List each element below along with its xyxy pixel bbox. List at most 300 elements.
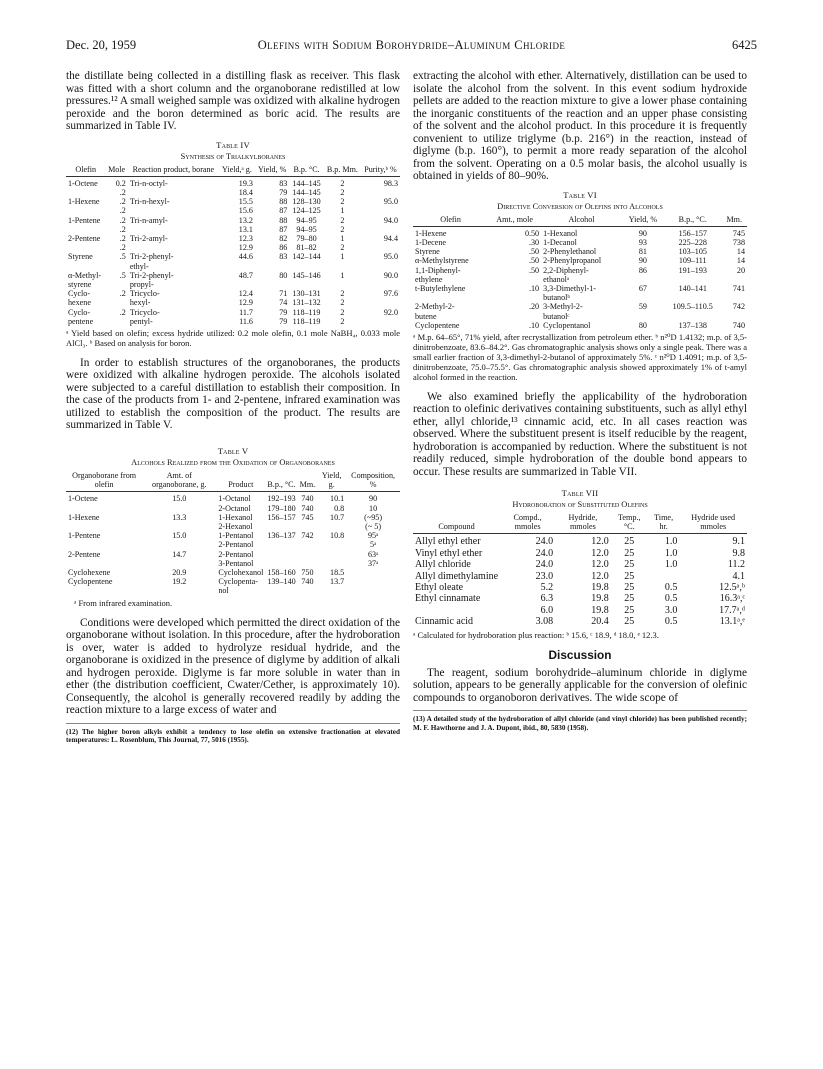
table-cell: 2-Pentanol	[218, 540, 254, 550]
table-cell: 37ᵃ	[367, 558, 379, 568]
table-cell: .50	[528, 247, 540, 257]
table-cell	[298, 586, 318, 595]
table-cell: 48.7	[238, 270, 253, 280]
table-cell: 1-Pentene	[68, 215, 101, 225]
table-cell: 19.3	[238, 178, 253, 188]
table-cell: 74	[279, 298, 288, 308]
table-cell: 87	[279, 206, 288, 216]
table-cell	[105, 280, 127, 289]
table-cell	[346, 586, 400, 595]
table-cell: 139–140	[267, 577, 296, 587]
table-cell	[413, 605, 500, 616]
table-cell: 1-Hexene	[415, 228, 447, 238]
table-row	[413, 266, 747, 275]
table-cell	[361, 206, 400, 215]
table-cell: 137–138	[678, 320, 707, 330]
table-row	[413, 312, 747, 321]
table-cell: Allyl ethyl ether	[415, 536, 481, 548]
table-cell	[265, 586, 297, 595]
table-cell: 1	[340, 206, 345, 216]
table-cell	[361, 317, 400, 326]
table-cell: Ethyl cinnamate	[415, 593, 481, 605]
table-cell: 90.0	[383, 270, 398, 280]
table-row	[66, 197, 400, 206]
table-cell: 1-Hexanol	[218, 512, 253, 522]
table-cell	[128, 225, 219, 234]
column-header: Composition, %	[346, 471, 400, 492]
table-row	[66, 280, 400, 289]
table-footnote: ᵃ M.p. 64–65°, 71% yield, after recrystallization from petroleum ether. ᵇ n²⁰D 1.4132; m.p. of 3,5-dinitrobenzoate, 83.6–84.2°. Gas chromatographic analysis shows only a single peak. There was a small earlier fraction of 3,3-dimethyl-2-butanol of approximately 5%. ᶜ n²⁰D 1.4091; m.p. of 3,5-dinitrobenzoate, 75.0–75.5°. Gas chromatographic analysis showed approximately 1% of t-amyl alcohol formed in the reaction.	[413, 331, 747, 382]
table-cell: 13.7	[330, 577, 345, 587]
table-cell: 2	[340, 307, 345, 317]
table-row	[413, 559, 747, 570]
table-cell: .50	[528, 265, 540, 275]
table-cell	[361, 188, 400, 197]
table-cell: 11.2	[727, 559, 745, 571]
table-row	[66, 522, 400, 531]
table-row	[66, 243, 400, 252]
table-cell: 2-Pentene	[68, 549, 101, 559]
table-cell: 3-Pentanol	[218, 558, 254, 568]
table-cell: 118–119	[292, 307, 321, 317]
table-cell: 13.1	[238, 224, 253, 234]
table-cell: 18.4	[238, 187, 253, 197]
table-caption: Table VI	[563, 189, 597, 200]
table-cell	[219, 262, 255, 271]
table-cell: 11.7	[239, 307, 253, 317]
table-row	[66, 289, 400, 298]
table-cell: 0.5	[664, 593, 678, 605]
table-cell	[488, 312, 541, 321]
table-cell	[361, 298, 400, 307]
column-header: Mm.	[298, 471, 318, 492]
table-cell: Tri-n-hexyl-	[129, 197, 170, 207]
table-cell: 25	[624, 604, 635, 616]
table-row	[413, 302, 747, 311]
footnote: (12) The higher boron alkyls exhibit a tendency to lose olefin on extensive fractionation at elevated temperatures: L. Rosenblum, This Journal, 77, 5016 (1955).	[66, 723, 400, 745]
left-column	[66, 70, 400, 745]
table-caption: Table V	[217, 445, 249, 456]
table-cell: 95ᵃ	[367, 531, 379, 541]
table-cell: 1	[340, 233, 345, 243]
table-cell	[324, 262, 361, 271]
column-header: Amt. of organoborane, g.	[142, 471, 216, 492]
table-cell: 1.0	[664, 547, 678, 559]
table-cell	[66, 262, 105, 271]
table-cell	[317, 522, 346, 531]
column-header: Olefin	[413, 215, 488, 227]
table-cell: 12.3	[238, 233, 253, 243]
column-header: Purity,ᵇ %	[361, 165, 400, 177]
table-title: Hydroboration of Substituted Olefins	[512, 500, 648, 510]
table-footnote: ᵃ Yield based on olefin; excess hydride utilized: 0.2 mole olefin, 0.1 mole NaBH₄, 0.033 mole AlCl₃. ᵇ Based on analysis for boron.	[66, 327, 400, 348]
table-cell: 25	[624, 559, 635, 571]
table-cell: Cinnamic acid	[415, 616, 474, 628]
table-cell: 25	[624, 547, 635, 559]
table-row	[413, 616, 747, 627]
table-cell: Tri-2-amyl-	[129, 233, 168, 243]
table-cell: 2,2-Diphenyl-	[543, 265, 589, 275]
table-cell: propyl-	[129, 279, 154, 289]
table-cell: Cyclohexanol	[218, 567, 264, 577]
table-cell: 745	[732, 228, 745, 238]
table-cell	[265, 550, 297, 559]
table-cell: 4.1	[732, 570, 745, 582]
column-header: Mm.	[722, 215, 747, 227]
column-header: B.p. °C.	[289, 165, 323, 177]
right-column	[413, 70, 747, 732]
table-cell: 740	[301, 503, 314, 513]
table-cell: 12.0	[591, 547, 609, 559]
table-cell	[664, 312, 722, 321]
table-cell: 10.8	[330, 531, 345, 541]
table-cell: 82	[279, 233, 288, 243]
table-cell: 10	[369, 503, 378, 513]
table-cell: 130–131	[292, 289, 321, 299]
table-cell: 25	[624, 570, 635, 582]
table-cell: 23.0	[535, 570, 554, 582]
table-cell: 2-Pentene	[68, 233, 101, 243]
table-cell: 16.3ᵃ,ᶜ	[719, 593, 745, 605]
table-cell: ethylene	[415, 274, 443, 284]
table-cell: 740	[301, 494, 314, 504]
table-cell	[219, 280, 255, 289]
table-row	[66, 225, 400, 234]
table-cell: 1	[340, 252, 345, 262]
table-cell: 2	[340, 289, 345, 299]
table-cell: 80	[279, 270, 288, 280]
table-cell: .50	[528, 256, 540, 266]
table-row	[66, 308, 400, 317]
table-cell: 25	[624, 616, 635, 628]
table-cell: 81	[638, 247, 647, 257]
column-header: Alcohol	[541, 215, 622, 227]
table-iv	[66, 165, 400, 326]
table-cell	[317, 550, 346, 559]
table-cell: 3.0	[664, 604, 678, 616]
table-cell: 1.0	[664, 536, 678, 548]
table-title: Alcohols Realized from the Oxidation of Organoboranes	[131, 457, 335, 467]
table-cell: 79	[279, 307, 288, 317]
table-cell	[622, 312, 664, 321]
table-cell: .10	[528, 320, 540, 330]
table-cell	[265, 522, 297, 531]
table-cell: 131–132	[292, 298, 321, 308]
table-cell	[142, 586, 216, 595]
table-cell: 15.5	[238, 197, 253, 207]
table-cell: 13.2	[238, 215, 253, 225]
table-cell: Tri-2-phenyl-	[129, 252, 174, 262]
table-cell: 2-Phenylethanol	[543, 247, 597, 257]
table-cell: Cyclopenta-	[218, 577, 258, 587]
table-cell: 6.3	[540, 593, 554, 605]
table-cell: 0.5	[664, 582, 678, 594]
table-cell	[298, 522, 318, 531]
table-cell	[289, 262, 323, 271]
table-cell	[105, 262, 127, 271]
table-cell: 2	[340, 316, 345, 326]
table-cell: 83	[279, 178, 288, 188]
table-cell	[664, 293, 722, 302]
table-cell: 1-Decene	[415, 237, 447, 247]
table-row	[66, 513, 400, 522]
table-row	[66, 234, 400, 243]
table-title: Directive Conversion of Olefins into Alcohols	[497, 201, 663, 211]
table-cell: 13.1ᵃ,ᵉ	[719, 616, 745, 628]
table-cell: hexene	[68, 298, 91, 308]
table-cell: 12.0	[591, 536, 609, 548]
table-cell: 1-Pentanol	[218, 531, 254, 541]
table-row	[66, 492, 400, 504]
column-header: Hydride, mmoles	[555, 513, 611, 534]
table-cell: styrene	[68, 279, 92, 289]
table-cell	[265, 559, 297, 568]
table-cell: 124–125	[292, 206, 321, 216]
table-cell: 0.5	[664, 616, 678, 628]
table-cell: 12.0	[591, 570, 609, 582]
table-cell: Styrene	[415, 247, 440, 257]
table-cell: 156–157	[267, 512, 296, 522]
table-cell: 10.1	[330, 494, 345, 504]
table-cell: 156–157	[678, 228, 707, 238]
table-cell: 144–145	[292, 187, 321, 197]
table-cell: .2	[119, 307, 126, 317]
table-cell: Cyclo-	[68, 307, 91, 317]
table-cell	[128, 206, 219, 215]
table-cell: 1	[340, 270, 345, 280]
column-header: Organoborane from olefin	[66, 471, 142, 492]
table-cell	[66, 559, 142, 568]
table-cell: 1-Hexene	[68, 197, 100, 207]
table-cell: 745	[301, 512, 314, 522]
table-cell	[324, 280, 361, 289]
table-cell: 20.9	[172, 567, 187, 577]
table-cell: Vinyl ethyl ether	[415, 547, 483, 559]
table-cell: 95.0	[383, 197, 398, 207]
table-cell: Allyl chloride	[415, 559, 471, 571]
table-cell	[265, 540, 297, 549]
table-cell: 9.8	[732, 547, 745, 559]
table-cell: 19.8	[591, 582, 609, 594]
table-row	[413, 582, 747, 593]
table-cell: 15.0	[172, 494, 187, 504]
table-cell: 0.2	[115, 178, 126, 188]
table-cell: .30	[528, 237, 540, 247]
column-header: Time, hr.	[648, 513, 680, 534]
paragraph: We also examined briefly the applicability of the hydroboration reaction to olefinic derivatives containing substituents, such as allyl ethyl ether, allyl chloride,¹³ cinnamic acid, etc. In all cases reaction was observed. Where the substituent present is itself reducible by the reagent, hydroboration is accompanied by reduction. Where the substituent is not readily reduced, simple hydroboration of the double bond appears to occur. These results are summarized in Table VII.	[413, 390, 747, 478]
table-row	[413, 548, 747, 559]
table-cell: 2	[340, 215, 345, 225]
table-cell: α-Methyl-	[68, 270, 102, 280]
table-row	[66, 540, 400, 549]
table-cell: α-Methylstyrene	[415, 256, 469, 266]
table-cell: t-Butylethylene	[415, 283, 466, 293]
table-cell: 81–82	[296, 243, 317, 253]
table-cell: 86	[279, 243, 288, 253]
table-vii	[413, 513, 747, 627]
table-cell: 14	[736, 256, 745, 266]
page-number: 6425	[732, 38, 757, 52]
column-header: Yield, %	[255, 165, 289, 177]
table-cell: Tri-n-amyl-	[129, 215, 168, 225]
table-cell: 158–160	[267, 567, 296, 577]
table-cell: hexyl-	[129, 298, 151, 308]
table-cell: Cyclo-	[68, 289, 91, 299]
table-cell: .2	[119, 197, 126, 207]
table-cell: 0.8	[334, 503, 345, 513]
table-cell: 25	[624, 536, 635, 548]
table-cell: 94–95	[296, 215, 317, 225]
table-cell	[142, 522, 216, 531]
table-cell: 2-Octanol	[218, 503, 251, 513]
table-row	[66, 252, 400, 261]
table-cell: 2-Methyl-2-	[415, 302, 455, 312]
table-cell: 3-Methyl-2-	[543, 302, 583, 312]
table-cell: .10	[528, 283, 540, 293]
table-cell: 2-Pentanol	[218, 549, 254, 559]
table-cell: 13.3	[172, 512, 187, 522]
column-header: Product	[216, 471, 265, 492]
table-cell: 19.8	[591, 604, 609, 616]
table-cell: 15.6	[238, 206, 253, 216]
table-cell: 103–105	[678, 247, 707, 257]
table-cell: 2	[340, 243, 345, 253]
table-cell: 144–145	[292, 178, 321, 188]
table-cell: 2	[340, 178, 345, 188]
table-row	[66, 271, 400, 280]
table-footnote: ᵃ From infrared examination.	[74, 597, 173, 608]
table-cell: .2	[119, 289, 126, 299]
table-row	[66, 298, 400, 307]
column-header: Temp., °C.	[611, 513, 648, 534]
table-cell: Styrene	[68, 252, 93, 262]
table-cell: 109–111	[678, 256, 707, 266]
table-cell: Cyclopentanol	[543, 320, 591, 330]
table-cell: (~95)	[364, 512, 383, 522]
column-header: Olefin	[66, 165, 105, 177]
table-cell	[648, 571, 680, 582]
table-cell: 83	[279, 252, 288, 262]
table-cell	[142, 559, 216, 568]
table-cell	[317, 559, 346, 568]
table-cell: .2	[119, 215, 126, 225]
table-cell	[128, 188, 219, 197]
table-row	[66, 262, 400, 271]
table-cell: 3,3-Dimethyl-1-	[543, 283, 596, 293]
table-cell: .5	[119, 252, 126, 262]
table-cell: 15.0	[172, 531, 187, 541]
table-cell: (~ 5)	[365, 521, 382, 531]
table-cell: pentyl-	[129, 316, 153, 326]
table-cell: 20.4	[591, 616, 609, 628]
column-header: B.p., °C.	[664, 215, 722, 227]
table-cell: 145–146	[292, 270, 321, 280]
table-cell: 12.9	[238, 243, 253, 253]
table-cell: Cyclohexene	[68, 567, 111, 577]
table-cell	[142, 540, 216, 549]
page-header-date: Dec. 20, 1959	[66, 38, 137, 52]
table-cell: 1-Octene	[68, 494, 98, 504]
table-cell: butanolᵇ	[543, 293, 570, 303]
table-cell	[622, 275, 664, 284]
table-cell: .2	[119, 243, 126, 253]
table-row	[413, 534, 747, 548]
table-cell	[289, 280, 323, 289]
table-cell: 740	[301, 577, 314, 587]
table-cell	[298, 550, 318, 559]
table-cell: butene	[415, 311, 437, 321]
table-row	[413, 593, 747, 604]
table-cell: 79–80	[296, 233, 317, 243]
running-title: Olefins with Sodium Borohydride–Aluminum Chloride	[257, 38, 566, 52]
table-cell	[722, 275, 747, 284]
footnote: (13) A detailed study of the hydroboration of allyl chloride (and vinyl chloride) has been published recently; M. F. Hawthorne and J. A. Dupont, ibid., 80, 5830 (1958).	[413, 710, 747, 732]
table-cell: 2	[340, 224, 345, 234]
table-cell: 14.7	[172, 549, 187, 559]
table-cell: Allyl dimethylamine	[415, 570, 499, 582]
table-cell: 0.50	[524, 228, 540, 238]
column-header: Mole	[105, 165, 127, 177]
table-cell: 88	[279, 215, 288, 225]
table-cell: 94.4	[383, 233, 398, 243]
table-cell: 12.4	[238, 289, 253, 299]
table-title: Synthesis of Trialkylboranes	[180, 151, 286, 161]
table-row	[66, 568, 400, 577]
table-cell	[722, 312, 747, 321]
table-cell: 59	[638, 302, 647, 312]
table-cell	[255, 280, 289, 289]
table-cell: 1,1-Diphenyl-	[415, 265, 461, 275]
table-cell: 92.0	[383, 307, 398, 317]
table-cell: 19.2	[172, 577, 187, 587]
table-cell: 140–141	[678, 283, 707, 293]
table-cell	[66, 206, 105, 215]
table-cell: 109.5–110.5	[672, 302, 713, 312]
table-row	[413, 284, 747, 293]
table-cell	[346, 568, 400, 577]
table-cell: 90	[369, 494, 378, 504]
table-cell: 11.6	[239, 316, 253, 326]
table-cell: 136–137	[267, 531, 296, 541]
table-cell: 3.08	[535, 616, 554, 628]
table-row	[66, 206, 400, 215]
table-cell: Tricyclo-	[129, 307, 160, 317]
table-cell: 5ᵃ	[369, 540, 377, 550]
table-cell: 12.0	[591, 559, 609, 571]
table-row	[413, 226, 747, 238]
table-cell: butanolᶜ	[543, 311, 570, 321]
table-cell	[255, 262, 289, 271]
table-row	[413, 238, 747, 247]
table-row	[413, 605, 747, 616]
table-cell	[361, 262, 400, 271]
column-header: Yield, %	[622, 215, 664, 227]
column-header: Yield,ᵃ g.	[219, 165, 255, 177]
table-cell: Cyclopentene	[68, 577, 113, 587]
table-cell: 24.0	[535, 559, 554, 571]
table-cell: 1-Octanol	[218, 494, 251, 504]
table-cell	[105, 317, 127, 326]
table-row	[413, 247, 747, 256]
table-cell: 1-Decanol	[543, 237, 577, 247]
table-cell	[66, 540, 142, 549]
table-cell: 1-Pentene	[68, 531, 101, 541]
table-cell: 94.0	[383, 215, 398, 225]
table-cell: 9.1	[732, 536, 745, 548]
table-cell: 741	[732, 283, 745, 293]
table-cell: Tricyclo-	[129, 289, 160, 299]
table-cell	[346, 577, 400, 586]
